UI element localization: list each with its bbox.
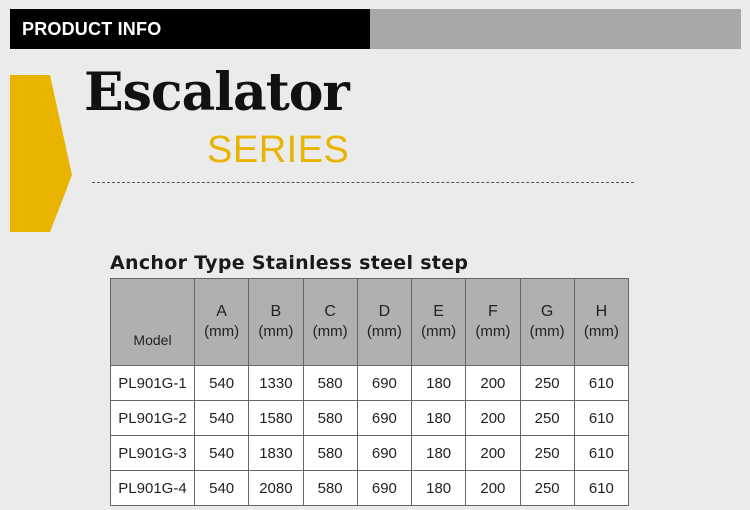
value-cell: 690 bbox=[357, 436, 411, 471]
value-cell: 690 bbox=[357, 366, 411, 401]
column-letter: H bbox=[595, 303, 608, 320]
spec-table bbox=[110, 278, 629, 506]
column-header-g bbox=[520, 279, 574, 366]
model-cell: PL901G-2 bbox=[111, 401, 195, 436]
column-unit: (mm) bbox=[583, 323, 619, 340]
value-cell: 580 bbox=[303, 436, 357, 471]
table-row bbox=[111, 366, 629, 401]
column-header-e bbox=[412, 279, 466, 366]
value-cell: 610 bbox=[574, 401, 628, 436]
value-cell: 180 bbox=[412, 366, 466, 401]
column-letter: B bbox=[270, 303, 282, 320]
model-cell: PL901G-3 bbox=[111, 436, 195, 471]
column-letter: C bbox=[324, 303, 336, 320]
value-cell: 540 bbox=[195, 436, 249, 471]
table-header-row bbox=[111, 279, 629, 366]
value-cell: 1330 bbox=[249, 366, 303, 401]
value-cell: 610 bbox=[574, 366, 628, 401]
column-header-a bbox=[195, 279, 249, 366]
column-unit: (mm) bbox=[312, 323, 348, 340]
value-cell: 180 bbox=[412, 471, 466, 506]
value-cell: 580 bbox=[303, 401, 357, 436]
column-header-h bbox=[574, 279, 628, 366]
column-unit: (mm) bbox=[258, 323, 294, 340]
column-unit: (mm) bbox=[421, 323, 457, 340]
value-cell: 690 bbox=[357, 401, 411, 436]
column-unit: (mm) bbox=[475, 323, 511, 340]
page-subtitle: SERIES bbox=[207, 129, 350, 171]
column-letter: D bbox=[378, 303, 391, 320]
column-header-b bbox=[249, 279, 303, 366]
value-cell: 580 bbox=[303, 471, 357, 506]
value-cell: 200 bbox=[466, 401, 520, 436]
header-label-block bbox=[10, 9, 370, 49]
column-letter: G bbox=[540, 303, 554, 320]
section-title: Anchor Type Stainless steel step bbox=[110, 252, 469, 274]
value-cell: 1830 bbox=[249, 436, 303, 471]
value-cell: 200 bbox=[466, 366, 520, 401]
model-cell: PL901G-1 bbox=[111, 366, 195, 401]
column-letter: A bbox=[216, 303, 227, 320]
column-unit: (mm) bbox=[204, 323, 240, 340]
table-row bbox=[111, 401, 629, 436]
value-cell: 580 bbox=[303, 366, 357, 401]
value-cell: 200 bbox=[466, 471, 520, 506]
value-cell: 610 bbox=[574, 436, 628, 471]
column-header-d bbox=[357, 279, 411, 366]
value-cell: 250 bbox=[520, 436, 574, 471]
value-cell: 540 bbox=[195, 366, 249, 401]
value-cell: 250 bbox=[520, 401, 574, 436]
column-header-f bbox=[466, 279, 520, 366]
page-title: Escalator bbox=[84, 62, 349, 123]
column-header-model: Model bbox=[111, 279, 195, 366]
value-cell: 690 bbox=[357, 471, 411, 506]
value-cell: 540 bbox=[195, 471, 249, 506]
value-cell: 200 bbox=[466, 436, 520, 471]
table-row bbox=[111, 471, 629, 506]
column-unit: (mm) bbox=[529, 323, 565, 340]
model-cell: PL901G-4 bbox=[111, 471, 195, 506]
value-cell: 1580 bbox=[249, 401, 303, 436]
table-row bbox=[111, 436, 629, 471]
dashed-divider bbox=[92, 182, 634, 183]
value-cell: 180 bbox=[412, 401, 466, 436]
value-cell: 180 bbox=[412, 436, 466, 471]
value-cell: 540 bbox=[195, 401, 249, 436]
value-cell: 2080 bbox=[249, 471, 303, 506]
column-unit: (mm) bbox=[366, 323, 402, 340]
accent-arrow-shape bbox=[10, 75, 72, 232]
column-letter: E bbox=[433, 303, 444, 320]
header-label: PRODUCT INFO bbox=[22, 19, 162, 39]
value-cell: 250 bbox=[520, 471, 574, 506]
column-header-c bbox=[303, 279, 357, 366]
column-letter: F bbox=[487, 303, 498, 320]
value-cell: 250 bbox=[520, 366, 574, 401]
value-cell: 610 bbox=[574, 471, 628, 506]
header-bar bbox=[10, 9, 741, 49]
